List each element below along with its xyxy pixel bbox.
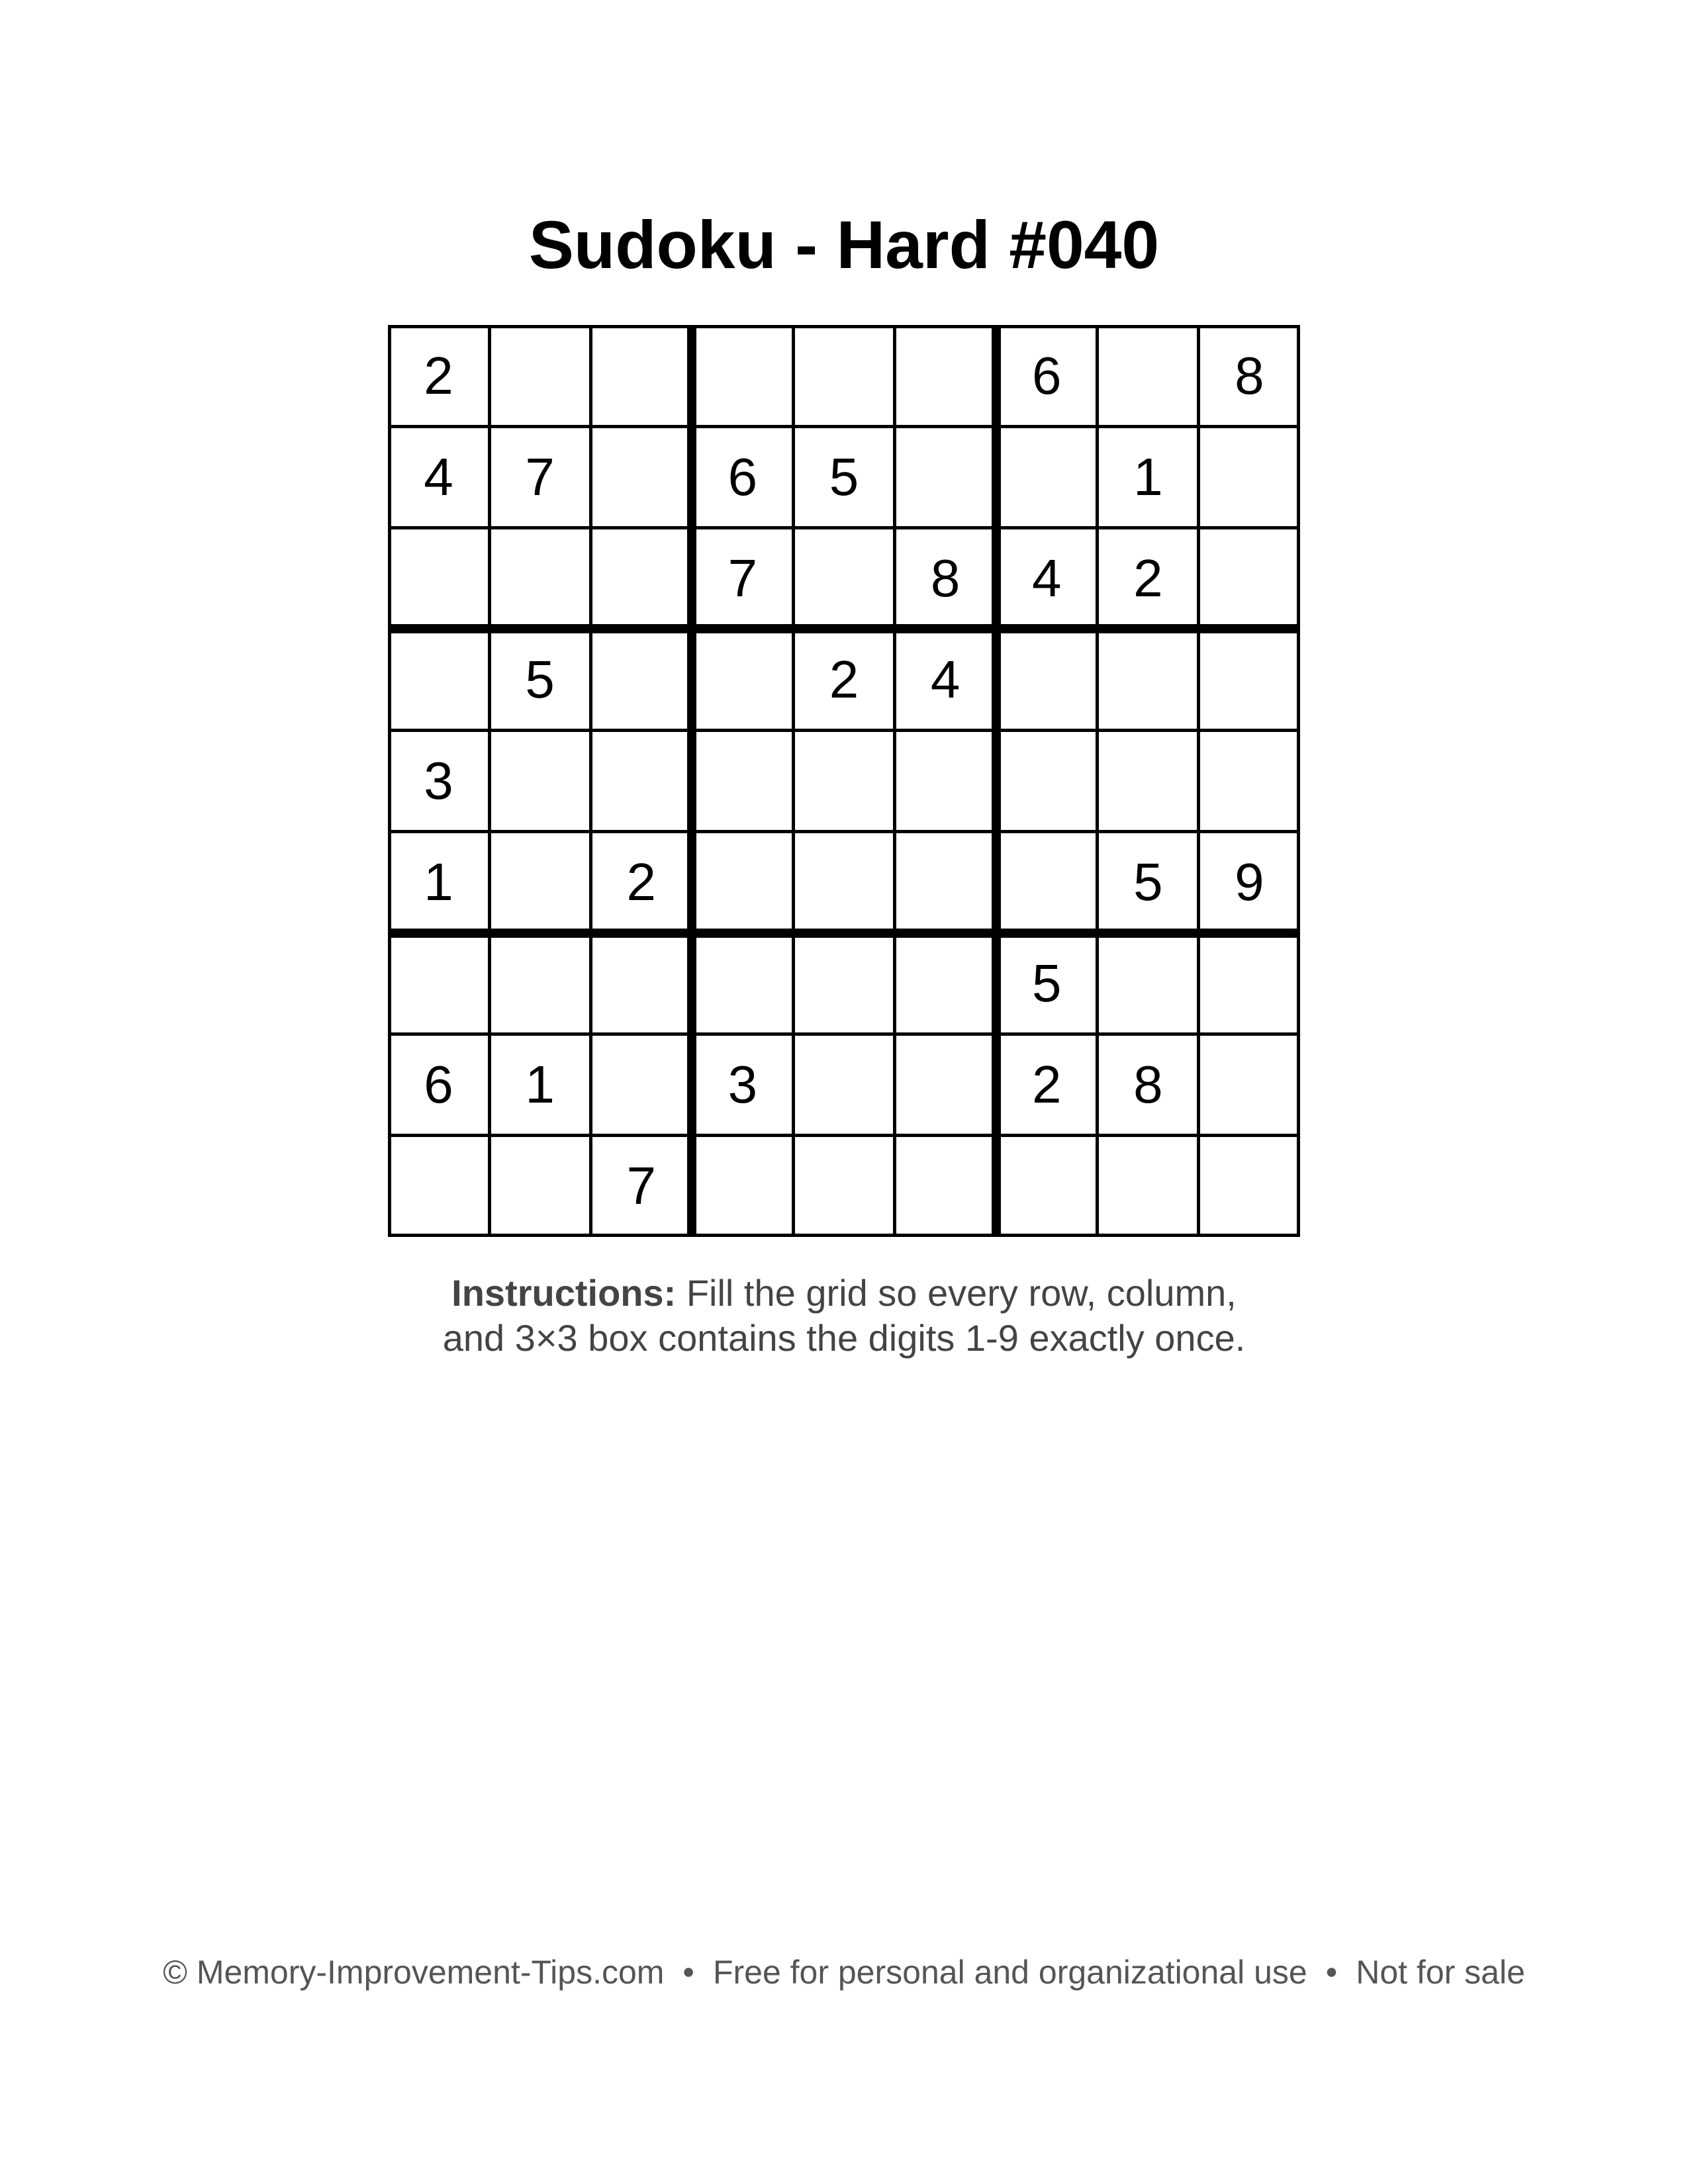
sudoku-cell[interactable] [590, 325, 692, 426]
sudoku-cell[interactable] [489, 1136, 590, 1237]
sudoku-cell[interactable] [1098, 730, 1199, 831]
footer-separator: • [1325, 1954, 1338, 1991]
sudoku-cell[interactable] [590, 933, 692, 1034]
sudoku-cell[interactable] [1199, 1136, 1300, 1237]
sudoku-cell[interactable] [1199, 629, 1300, 730]
footer [0, 1951, 1688, 1993]
footer-not-for-sale: Not for sale [1356, 1954, 1525, 1991]
sudoku-cell[interactable]: 5 [829, 447, 859, 506]
grid-line-horizontal [388, 830, 1300, 833]
sudoku-cell[interactable] [388, 933, 489, 1034]
box-divider-vertical [687, 325, 696, 1237]
sudoku-cell[interactable]: 4 [1031, 548, 1062, 608]
grid-line-vertical [1197, 325, 1200, 1237]
sudoku-cell[interactable] [692, 730, 793, 831]
sudoku-cell[interactable] [895, 426, 996, 527]
sudoku-cell[interactable]: 6 [1031, 345, 1062, 405]
box-divider-vertical [992, 325, 1001, 1237]
sudoku-cell[interactable] [996, 1136, 1098, 1237]
sudoku-cell[interactable] [793, 1034, 894, 1136]
sudoku-cell[interactable] [590, 527, 692, 629]
sudoku-cell[interactable] [692, 325, 793, 426]
grid-line-horizontal [388, 729, 1300, 732]
sudoku-cell[interactable] [489, 325, 590, 426]
grid-line-horizontal [388, 425, 1300, 428]
sudoku-cell[interactable]: 3 [424, 751, 453, 810]
sudoku-cell[interactable] [489, 832, 590, 933]
sudoku-cell[interactable]: 6 [424, 1055, 453, 1115]
sudoku-cell[interactable] [1098, 629, 1199, 730]
instructions [0, 1271, 1688, 1361]
instructions-text-1: Fill the grid so every row, column, [676, 1272, 1237, 1314]
grid-line-vertical [388, 325, 391, 1237]
sudoku-cell[interactable]: 8 [1133, 1055, 1163, 1115]
sudoku-cell[interactable] [895, 1034, 996, 1136]
footer-separator: • [682, 1954, 694, 1991]
sudoku-cell[interactable]: 7 [525, 447, 555, 506]
sudoku-cell[interactable] [1199, 1034, 1300, 1136]
footer-usage: Free for personal and organizational use [712, 1954, 1307, 1991]
sudoku-cell[interactable] [996, 832, 1098, 933]
sudoku-cell[interactable] [489, 527, 590, 629]
footer-copyright: © Memory-Improvement-Tips.com [163, 1954, 665, 1991]
sudoku-cell[interactable]: 6 [727, 447, 758, 506]
sudoku-cell[interactable] [793, 1136, 894, 1237]
sudoku-cell[interactable]: 2 [1031, 1055, 1062, 1115]
sudoku-cell[interactable]: 1 [424, 852, 453, 912]
box-divider-horizontal [388, 624, 1300, 633]
sudoku-cell[interactable]: 2 [829, 649, 859, 709]
sudoku-cell[interactable]: 8 [1235, 345, 1264, 405]
sudoku-cell[interactable] [895, 832, 996, 933]
sudoku-cell[interactable] [388, 629, 489, 730]
sudoku-cell[interactable] [489, 933, 590, 1034]
sudoku-grid [388, 325, 1300, 1237]
page-title: Sudoku - Hard #040 [528, 207, 1160, 283]
sudoku-cell[interactable]: 7 [626, 1156, 657, 1216]
sudoku-cell[interactable] [1098, 933, 1199, 1034]
sudoku-cell[interactable] [1098, 325, 1199, 426]
grid-line-horizontal [388, 526, 1300, 529]
grid-line-vertical [792, 325, 795, 1237]
sudoku-cell[interactable] [388, 527, 489, 629]
grid-line-vertical [488, 325, 491, 1237]
grid-line-vertical [1297, 325, 1300, 1237]
grid-line-vertical [589, 325, 592, 1237]
grid-line-horizontal [388, 1032, 1300, 1036]
sudoku-cell[interactable] [692, 1136, 793, 1237]
sudoku-cell[interactable]: 7 [727, 548, 758, 608]
sudoku-cell[interactable] [895, 933, 996, 1034]
sudoku-cell[interactable] [692, 629, 793, 730]
grid-line-horizontal [388, 1134, 1300, 1137]
sudoku-cell[interactable]: 4 [424, 447, 453, 506]
sudoku-cell[interactable] [996, 629, 1098, 730]
grid-line-horizontal [388, 325, 1300, 328]
sudoku-cell[interactable] [590, 730, 692, 831]
sudoku-cell[interactable]: 8 [930, 548, 961, 608]
sudoku-cell[interactable] [1199, 730, 1300, 831]
sudoku-cell[interactable]: 1 [525, 1055, 555, 1115]
sudoku-cell[interactable] [793, 730, 894, 831]
sudoku-cell[interactable] [793, 325, 894, 426]
grid-line-horizontal [388, 1234, 1300, 1237]
sudoku-cell[interactable] [1199, 527, 1300, 629]
sudoku-cell[interactable]: 5 [1133, 852, 1163, 912]
sudoku-cell[interactable]: 3 [727, 1055, 758, 1115]
sudoku-cell[interactable] [692, 832, 793, 933]
sudoku-cell[interactable]: 5 [1031, 954, 1062, 1013]
sudoku-cell[interactable] [388, 1136, 489, 1237]
sudoku-cell[interactable]: 2 [626, 852, 657, 912]
grid-line-vertical [1096, 325, 1099, 1237]
sudoku-cell[interactable] [1098, 1136, 1199, 1237]
sudoku-cell[interactable]: 2 [424, 345, 453, 405]
sudoku-cell[interactable]: 5 [525, 649, 555, 709]
sudoku-cell[interactable] [1199, 933, 1300, 1034]
sudoku-cell[interactable]: 1 [1133, 447, 1163, 506]
box-divider-horizontal [388, 929, 1300, 938]
sudoku-cell[interactable] [895, 325, 996, 426]
sudoku-cell[interactable]: 9 [1235, 852, 1264, 912]
grid-line-vertical [893, 325, 896, 1237]
sudoku-cell[interactable]: 4 [930, 649, 961, 709]
instructions-label: Instructions: [451, 1272, 677, 1314]
sudoku-cell[interactable] [489, 730, 590, 831]
instructions-line-1 [0, 1271, 1688, 1316]
sudoku-cell[interactable] [996, 730, 1098, 831]
sudoku-cell[interactable] [590, 1034, 692, 1136]
sudoku-cell[interactable] [793, 527, 894, 629]
sudoku-cell[interactable] [692, 933, 793, 1034]
sudoku-cell[interactable] [996, 426, 1098, 527]
sudoku-cell[interactable] [590, 426, 692, 527]
sudoku-cell[interactable] [793, 832, 894, 933]
sudoku-cell[interactable] [793, 933, 894, 1034]
sudoku-cell[interactable] [895, 730, 996, 831]
sudoku-cell[interactable]: 2 [1133, 548, 1163, 608]
sudoku-cell[interactable] [1199, 426, 1300, 527]
instructions-line-2: and 3×3 box contains the digits 1-9 exactly once. [442, 1317, 1246, 1359]
sudoku-cell[interactable] [895, 1136, 996, 1237]
sudoku-cell[interactable] [590, 629, 692, 730]
